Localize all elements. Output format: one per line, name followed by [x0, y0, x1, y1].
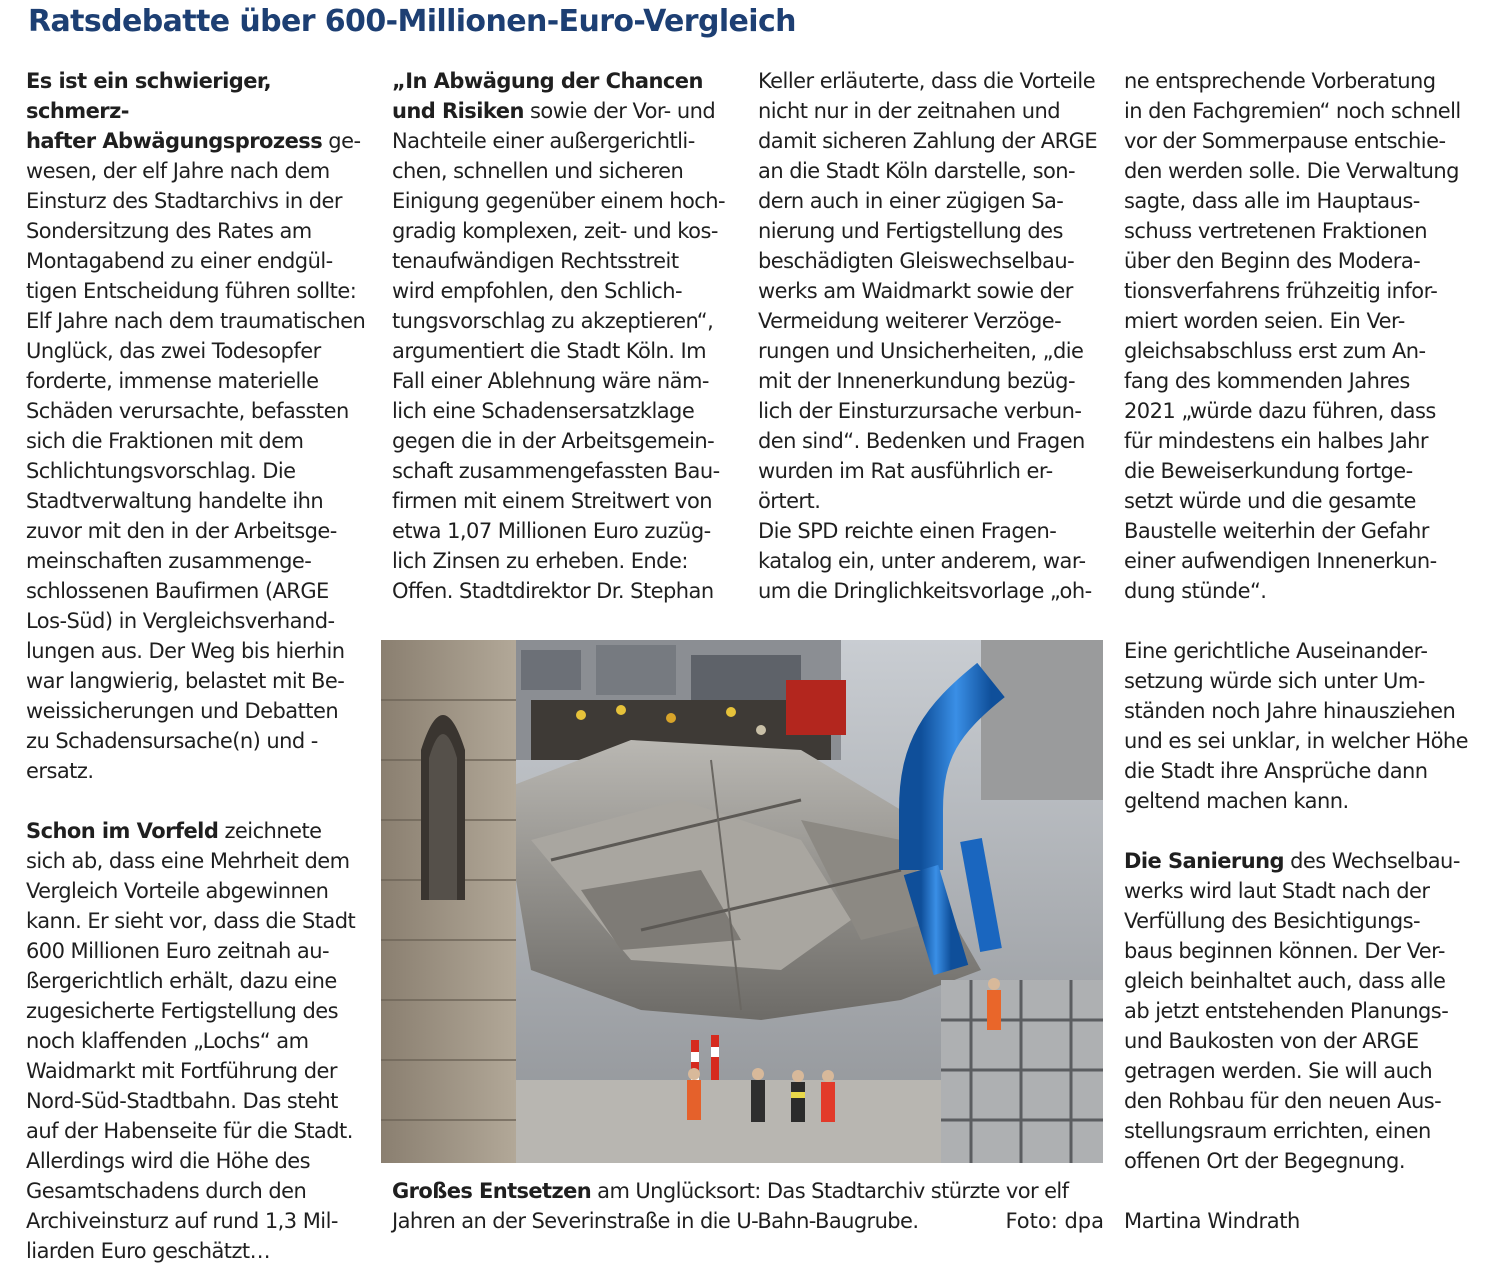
text-line: [26, 1206, 378, 1236]
article-column-3: [758, 66, 1108, 606]
headline: Ratsdebatte über 600-Millionen-Euro-Vergleich: [28, 4, 796, 39]
text-line: [758, 216, 1108, 246]
text-line: [26, 876, 378, 906]
line-text: gleich beinhaltet auch, dass alle: [1124, 969, 1446, 993]
paragraph-gap: [26, 786, 378, 816]
text-line: [26, 636, 378, 666]
line-text: zuvor mit den in der Arbeitsge-: [26, 519, 337, 543]
text-line: [1124, 756, 1474, 786]
line-text: stellungsraum errichten, einen: [1124, 1119, 1431, 1143]
line-text: den werden solle. Die Verwaltung: [1124, 159, 1459, 183]
text-line: [758, 186, 1108, 216]
line-text: den Rohbau für den neuen Aus-: [1124, 1089, 1442, 1113]
text-line: [392, 66, 740, 96]
text-line: [758, 516, 1108, 546]
lead-in: und Risiken: [392, 99, 524, 123]
text-line: [392, 156, 740, 186]
text-line: [26, 1026, 378, 1056]
text-line: [26, 756, 378, 786]
text-line: [26, 996, 378, 1026]
line-text: vor der Sommerpause entschie-: [1124, 129, 1446, 153]
line-text: sich die Fraktionen mit dem: [26, 429, 304, 453]
line-text: ersatz.: [26, 759, 94, 783]
collapse-site-illustration: [381, 640, 1103, 1163]
line-text: tenaufwändigen Rechtsstreit: [392, 249, 679, 273]
text-line: [26, 906, 378, 936]
line-text: lich der Einsturzursache verbun-: [758, 399, 1082, 423]
line-text: ab jetzt entstehenden Planungs-: [1124, 999, 1449, 1023]
text-line: [1124, 1086, 1474, 1116]
line-text: Montagabend zu einer endgül-: [26, 249, 333, 273]
text-line: [26, 696, 378, 726]
line-text: zu Schadensursache(n) und -: [26, 729, 318, 753]
text-line: [392, 396, 740, 426]
line-text: meinschaften zusammenge-: [26, 549, 312, 573]
text-line: [758, 546, 1108, 576]
line-text: Eine gerichtliche Auseinander-: [1124, 639, 1428, 663]
caption-text-2: Jahren an der Severinstraße in die U-Bahn-Baugrube.: [392, 1209, 919, 1233]
text-line: [392, 96, 740, 126]
text-line: [1124, 516, 1474, 546]
text-line: [1124, 1146, 1474, 1176]
text-line: [1124, 96, 1474, 126]
line-text: beschädigten Gleiswechselbau-: [758, 249, 1075, 273]
text-line: [392, 576, 740, 606]
line-text: noch klaffenden „Lochs“ am: [26, 1029, 309, 1053]
text-line: [26, 126, 378, 156]
paragraph-gap: [1124, 606, 1474, 636]
text-line: [392, 426, 740, 456]
line-text: ne entsprechende Vorberatung: [1124, 69, 1436, 93]
line-text: Archiveinsturz auf rund 1,3 Mil-: [26, 1209, 338, 1233]
line-text: argumentiert die Stadt Köln. Im: [392, 339, 707, 363]
text-line: [1124, 246, 1474, 276]
line-text: mit der Innenerkundung bezüg-: [758, 369, 1075, 393]
line-text: schuss vertretenen Fraktionen: [1124, 219, 1428, 243]
text-line: [1124, 966, 1474, 996]
text-line: [758, 246, 1108, 276]
line-text: zugesicherte Fertigstellung des: [26, 999, 339, 1023]
text-line: [26, 846, 378, 876]
text-line: [758, 396, 1108, 426]
line-text: lungen aus. Der Weg bis hierhin: [26, 639, 345, 663]
text-line: [1124, 636, 1474, 666]
line-text: Baustelle weiterhin der Gefahr: [1124, 519, 1429, 543]
line-text: setzt würde und die gesamte: [1124, 489, 1416, 513]
lead-in: „In Abwägung der Chancen: [392, 69, 703, 93]
text-line: [1124, 366, 1474, 396]
text-line: [1124, 336, 1474, 366]
text-line: [1124, 186, 1474, 216]
text-line: [1124, 996, 1474, 1026]
text-line: [26, 936, 378, 966]
caption-lead: Großes Entsetzen: [392, 1179, 592, 1203]
line-text: wesen, der elf Jahre nach dem: [26, 159, 330, 183]
text-line: [1124, 786, 1474, 816]
text-line: [758, 486, 1108, 516]
collapse-site-photo: [381, 640, 1103, 1163]
text-line: [26, 666, 378, 696]
line-text: den sind“. Bedenken und Fragen: [758, 429, 1085, 453]
lead-in: Schon im Vorfeld: [26, 819, 219, 843]
text-line: [758, 576, 1108, 606]
line-text: Die SPD reichte einen Fragen-: [758, 519, 1057, 543]
text-line: [26, 1146, 378, 1176]
text-line: [26, 1056, 378, 1086]
line-text: in den Fachgremien“ noch schnell: [1124, 99, 1461, 123]
text-line: [26, 546, 378, 576]
text-line: [758, 126, 1108, 156]
line-text: ge-: [322, 129, 361, 153]
line-text: über den Beginn des Modera-: [1124, 249, 1421, 273]
text-line: [392, 486, 740, 516]
line-text: werks am Waidmarkt sowie der: [758, 279, 1073, 303]
line-text: Verfüllung des Besichtigungs-: [1124, 909, 1421, 933]
text-line: [392, 216, 740, 246]
line-text: Sondersitzung des Rates am: [26, 219, 312, 243]
line-text: und es sei unklar, in welcher Höhe: [1124, 729, 1469, 753]
text-line: [1124, 396, 1474, 426]
line-text: Offen. Stadtdirektor Dr. Stephan: [392, 579, 714, 603]
line-text: geltend machen kann.: [1124, 789, 1349, 813]
line-text: sowie der Vor- und: [523, 99, 716, 123]
text-line: [758, 66, 1108, 96]
line-text: gegen die in der Arbeitsgemein-: [392, 429, 715, 453]
line-text: wird empfohlen, den Schlich-: [392, 279, 683, 303]
text-line: [1124, 696, 1474, 726]
line-text: tungsvorschlag zu akzeptieren“,: [392, 309, 714, 333]
line-text: sagte, dass alle im Hauptaus-: [1124, 189, 1420, 213]
line-text: firmen mit einem Streitwert von: [392, 489, 713, 513]
line-text: miert worden seien. Ein Ver-: [1124, 309, 1405, 333]
line-text: nicht nur in der zeitnahen und: [758, 99, 1061, 123]
line-text: war langwierig, belastet mit Be-: [26, 669, 345, 693]
text-line: [1124, 726, 1474, 756]
text-line: [26, 516, 378, 546]
line-text: Nachteile einer außergerichtli-: [392, 129, 695, 153]
text-line: [392, 366, 740, 396]
line-text: forderte, immense materielle: [26, 369, 319, 393]
text-line: [1124, 216, 1474, 246]
lead-in: Es ist ein schwieriger, schmerz-: [26, 69, 272, 123]
paragraph-gap: [1124, 816, 1474, 846]
line-text: Los-Süd) in Vergleichsverhand-: [26, 609, 335, 633]
text-line: [26, 1116, 378, 1146]
text-line: [392, 126, 740, 156]
text-line: [26, 66, 378, 126]
text-line: [26, 1236, 378, 1266]
line-text: für mindestens ein halbes Jahr: [1124, 429, 1429, 453]
text-line: [26, 1086, 378, 1116]
lead-in: hafter Abwägungsprozess: [26, 129, 323, 153]
text-line: [758, 336, 1108, 366]
line-text: Stadtverwaltung handelte ihn: [26, 489, 324, 513]
caption-text-1: am Unglücksort: Das Stadtarchiv stürzte vor elf: [591, 1179, 1069, 1203]
text-line: [758, 306, 1108, 336]
text-line: [392, 246, 740, 276]
line-text: einer aufwendigen Innenerkun-: [1124, 549, 1437, 573]
text-line: [26, 966, 378, 996]
text-line: [26, 1176, 378, 1206]
text-line: [26, 576, 378, 606]
line-text: ständen noch Jahre hinausziehen: [1124, 699, 1456, 723]
line-text: dern auch in einer zügigen Sa-: [758, 189, 1064, 213]
line-text: Einigung gegenüber einem hoch-: [392, 189, 726, 213]
line-text: auf der Habenseite für die Stadt.: [26, 1119, 353, 1143]
line-text: offenen Ort der Begegnung.: [1124, 1149, 1405, 1173]
line-text: Keller erläuterte, dass die Vorteile: [758, 69, 1096, 93]
text-line: [1124, 126, 1474, 156]
line-text: Gesamtschadens durch den: [26, 1179, 307, 1203]
line-text: liarden Euro geschätzt…: [26, 1239, 271, 1263]
text-line: [1124, 276, 1474, 306]
text-line: [26, 426, 378, 456]
photo-credit: Foto: dpa: [1005, 1209, 1104, 1233]
text-line: [26, 216, 378, 246]
line-text: gleichsabschluss erst zum An-: [1124, 339, 1426, 363]
line-text: weissicherungen und Debatten: [26, 699, 339, 723]
caption-line-1: [392, 1176, 1104, 1206]
line-text: katalog ein, unter anderem, war-: [758, 549, 1086, 573]
line-text: chen, schnellen und sicheren: [392, 159, 684, 183]
line-text: sich ab, dass eine Mehrheit dem: [26, 849, 350, 873]
text-line: [1124, 906, 1474, 936]
text-line: [1124, 876, 1474, 906]
text-line: [392, 306, 740, 336]
line-text: schaft zusammengefassten Bau-: [392, 459, 720, 483]
line-text: Vergleich Vorteile abgewinnen: [26, 879, 329, 903]
line-text: werks wird laut Stadt nach der: [1124, 879, 1430, 903]
text-line: [1124, 546, 1474, 576]
text-line: [26, 816, 378, 846]
text-line: [1124, 156, 1474, 186]
text-line: [26, 396, 378, 426]
text-line: [1124, 1056, 1474, 1086]
line-text: getragen werden. Sie will auch: [1124, 1059, 1433, 1083]
line-text: nierung und Fertigstellung des: [758, 219, 1063, 243]
text-line: [392, 456, 740, 486]
line-text: die Stadt ihre Ansprüche dann: [1124, 759, 1428, 783]
line-text: Waidmarkt mit Fortführung der: [26, 1059, 337, 1083]
author-byline: Martina Windrath: [1124, 1209, 1300, 1233]
text-line: [26, 276, 378, 306]
text-line: [1124, 456, 1474, 486]
line-text: Einsturz des Stadtarchivs in der: [26, 189, 342, 213]
text-line: [26, 366, 378, 396]
line-text: Allerdings wird die Höhe des: [26, 1149, 311, 1173]
line-text: ßergerichtlich erhält, dazu eine: [26, 969, 337, 993]
line-text: und Baukosten von der ARGE: [1124, 1029, 1419, 1053]
text-line: [26, 606, 378, 636]
text-line: [1124, 846, 1474, 876]
caption-line-2: [392, 1206, 1104, 1236]
text-line: [1124, 426, 1474, 456]
text-line: [1124, 66, 1474, 96]
text-line: [26, 456, 378, 486]
text-line: [392, 186, 740, 216]
line-text: gradig komplexen, zeit- und kos-: [392, 219, 718, 243]
line-text: setzung würde sich unter Um-: [1124, 669, 1425, 693]
text-line: [26, 186, 378, 216]
text-line: [1124, 486, 1474, 516]
line-text: 600 Millionen Euro zeitnah au-: [26, 939, 329, 963]
text-line: [758, 96, 1108, 126]
lead-in: Die Sanierung: [1124, 849, 1285, 873]
text-line: [392, 276, 740, 306]
line-text: tigen Entscheidung führen sollte:: [26, 279, 357, 303]
line-text: Elf Jahre nach dem traumatischen: [26, 309, 366, 333]
line-text: die Beweiserkundung fortge-: [1124, 459, 1413, 483]
text-line: [1124, 666, 1474, 696]
line-text: an die Stadt Köln darstelle, son-: [758, 159, 1076, 183]
text-line: [26, 486, 378, 516]
line-text: des Wechselbau-: [1284, 849, 1460, 873]
line-text: Fall einer Ablehnung wäre näm-: [392, 369, 709, 393]
text-line: [26, 726, 378, 756]
line-text: 2021 „würde dazu führen, dass: [1124, 399, 1436, 423]
text-line: [392, 546, 740, 576]
text-line: [758, 456, 1108, 486]
text-line: [1124, 936, 1474, 966]
line-text: Vermeidung weiterer Verzöge-: [758, 309, 1062, 333]
line-text: Unglück, das zwei Todesopfer: [26, 339, 321, 363]
line-text: rungen und Unsicherheiten, „die: [758, 339, 1084, 363]
text-line: [26, 306, 378, 336]
line-text: fang des kommenden Jahres: [1124, 369, 1410, 393]
line-text: lich eine Schadensersatzklage: [392, 399, 695, 423]
line-text: schlossenen Baufirmen (ARGE: [26, 579, 329, 603]
text-line: [758, 366, 1108, 396]
text-line: [1124, 1116, 1474, 1146]
text-line: [26, 336, 378, 366]
text-line: [1124, 306, 1474, 336]
text-line: [26, 156, 378, 186]
line-text: tionsverfahrens frühzeitig infor-: [1124, 279, 1438, 303]
line-text: kann. Er sieht vor, dass die Stadt: [26, 909, 356, 933]
article-column-4: [1124, 66, 1474, 1176]
line-text: lich Zinsen zu erheben. Ende:: [392, 549, 688, 573]
line-text: um die Dringlichkeitsvorlage „oh-: [758, 579, 1092, 603]
text-line: [1124, 576, 1474, 606]
article-column-2: [392, 66, 740, 606]
text-line: [758, 426, 1108, 456]
article-column-1: [26, 66, 378, 1266]
text-line: [1124, 1026, 1474, 1056]
photo-caption: [392, 1176, 1104, 1236]
line-text: damit sicheren Zahlung der ARGE: [758, 129, 1098, 153]
text-line: [758, 156, 1108, 186]
line-text: zeichnete: [218, 819, 322, 843]
line-text: Schlichtungsvorschlag. Die: [26, 459, 296, 483]
text-line: [26, 246, 378, 276]
line-text: wurden im Rat ausführlich er-: [758, 459, 1053, 483]
line-text: etwa 1,07 Millionen Euro zuzüg-: [392, 519, 711, 543]
line-text: baus beginnen können. Der Ver-: [1124, 939, 1445, 963]
text-line: [392, 516, 740, 546]
line-text: dung stünde“.: [1124, 579, 1267, 603]
text-line: [758, 276, 1108, 306]
line-text: Schäden verursachte, befassten: [26, 399, 349, 423]
line-text: örtert.: [758, 489, 821, 513]
line-text: Nord-Süd-Stadtbahn. Das steht: [26, 1089, 338, 1113]
text-line: [392, 336, 740, 366]
